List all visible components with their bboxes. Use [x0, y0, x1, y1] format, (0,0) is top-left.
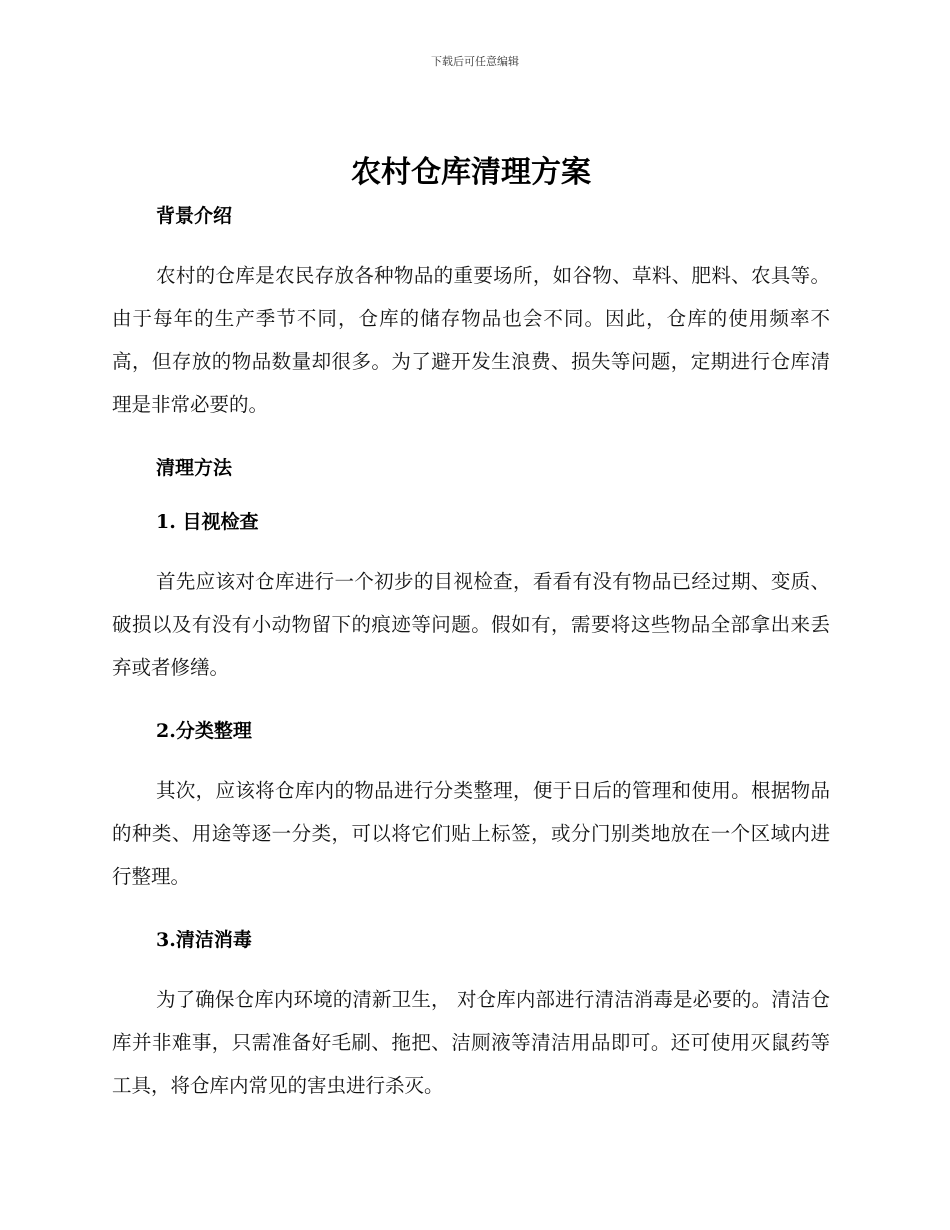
- section-paragraph-sorting: 其次，应该将仓库内的物品进行分类整理，便于日后的管理和使用。根据物品的种类、用途等逐一分类，可以将它们贴上标签，或分门别类地放在一个区域内进行整理。: [112, 779, 830, 888]
- document-body: [112, 150, 830, 1107]
- section-paragraph-visual-inspection: 首先应该对仓库进行一个初步的目视检查，看看有没有物品已经过期、变质、破损以及有没有小动物留下的痕迹等问题。假如有，需要将这些物品全部拿出来丢弃或者修缮。: [112, 570, 830, 679]
- section-paragraph-background: 农村的仓库是农民存放各种物品的重要场所，如谷物、草料、肥料、农具等。由于每年的生产季节不同，仓库的储存物品也会不同。因此，仓库的使用频率不高，但存放的物品数量却很多。为了避开发生浪费、损失等问题，定期进行仓库清理是非常必要的。: [112, 264, 830, 416]
- section-paragraph-cleaning: 为了确保仓库内环境的清新卫生， 对仓库内部进行清洁消毒是必要的。清洁仓库并非难事，只需准备好毛刷、拖把、洁厕液等清洁用品即可。还可使用灭鼠药等工具，将仓库内常见的害虫进行杀灭。: [112, 988, 830, 1097]
- page-header-note: 下载后可任意编辑: [431, 55, 519, 68]
- section-heading-visual-inspection: 1. 目视检查: [156, 511, 259, 533]
- section-heading-methods: 清理方法: [156, 457, 233, 479]
- document-title: 农村仓库清理方案: [351, 155, 591, 190]
- section-heading-cleaning: 3.清洁消毒: [156, 929, 252, 951]
- section-heading-sorting: 2.分类整理: [156, 720, 252, 742]
- section-heading-background: 背景介绍: [156, 205, 233, 227]
